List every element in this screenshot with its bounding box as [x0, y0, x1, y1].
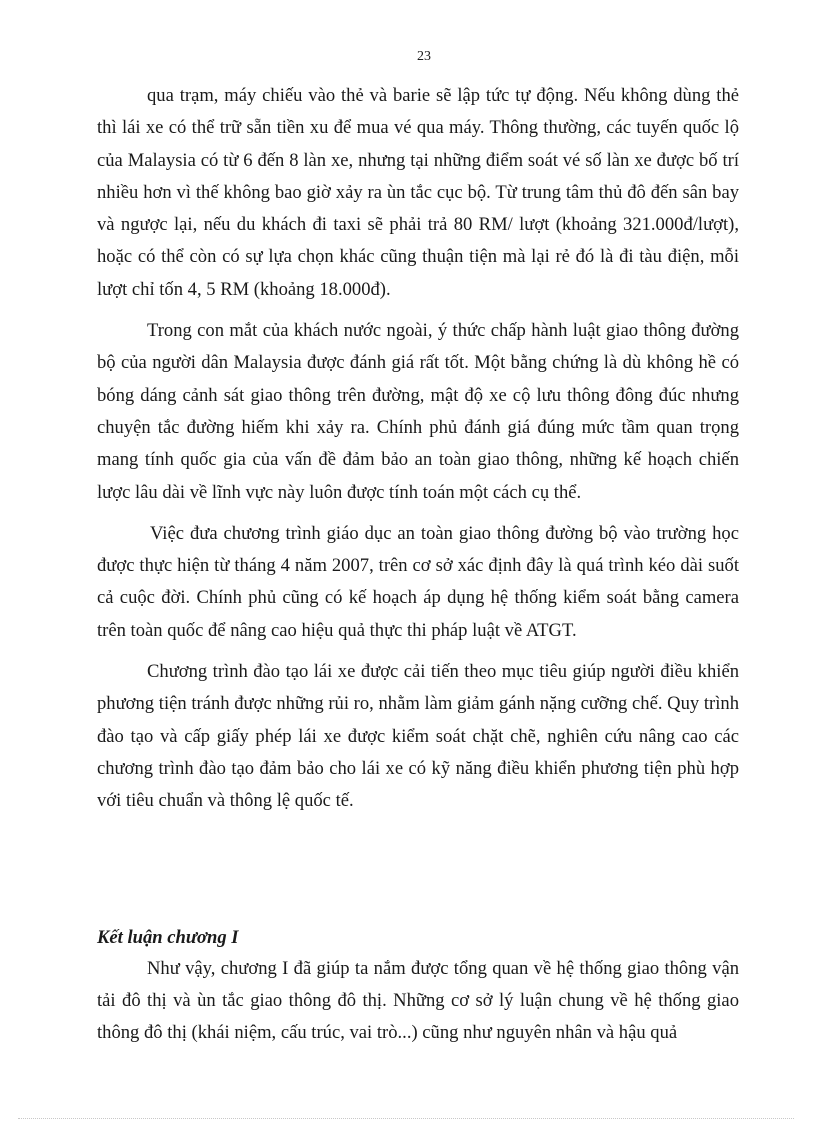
- page-bottom-divider: [18, 1118, 794, 1119]
- paragraph-road-safety-education: Việc đưa chương trình giáo dục an toàn giao thông đường bộ vào trường học được thực hiện từ tháng 4 năm 2007, trên cơ sở xác định đây là quá trình kéo dài suốt cả cuộc đời. Chính phủ cũng có kế hoạch áp dụng hệ thống kiểm soát bằng camera trên toàn quốc để nâng cao hiệu quả thực thi pháp luật về ATGT.: [97, 522, 739, 641]
- section-spacer: [97, 827, 739, 923]
- paragraph-traffic-awareness: Trong con mắt của khách nước ngoài, ý thức chấp hành luật giao thông đường bộ của người dân Malaysia được đánh giá rất tốt. Một bằng chứng là dù không hề có bóng dáng cảnh sát giao thông trên đường, mật độ xe cộ lưu thông đông đúc nhưng chuyện tắc đường hiếm khi xảy ra. Chính phủ đánh giá đúng mức tầm quan trọng mang tính quốc gia của vấn đề đảm bảo an toàn giao thông, những kế hoạch chiến lược lâu dài về lĩnh vực này luôn được tính toán một cách cụ thể.: [97, 320, 739, 503]
- conclusion-heading: Kết luận chương I: [97, 926, 239, 948]
- document-body: [97, 80, 739, 1058]
- paragraph-driver-training: Chương trình đào tạo lái xe được cải tiến theo mục tiêu giúp người điều khiển phương tiện tránh được những rủi ro, nhằm làm giảm gánh nặng cưỡng chế. Quy trình đào tạo và cấp giấy phép lái xe được kiểm soát chặt chẽ, nghiên cứu nâng cao các chương trình đào tạo đảm bảo cho lái xe có kỹ năng điều khiển phương tiện phù hợp với tiêu chuẩn và thông lệ quốc tế.: [97, 661, 739, 812]
- paragraph-toll-and-transport: qua trạm, máy chiếu vào thẻ và barie sẽ lập tức tự động. Nếu không dùng thẻ thì lái xe có thể trữ sẵn tiền xu để mua vé qua máy. Thông thường, các tuyến quốc lộ của Malaysia có từ 6 đến 8 làn xe, nhưng tại những điểm soát vé số làn xe được bố trí nhiều hơn vì thế không bao giờ xảy ra ùn tắc cục bộ. Từ trung tâm thủ đô đến sân bay và ngược lại, nếu du khách đi taxi sẽ phải trả 80 RM/ lượt (khoảng 321.000đ/lượt), hoặc có thể còn có sự lựa chọn khác cũng thuận tiện mà lại rẻ đó là đi tàu điện, mỗi lượt chỉ tốn 4, 5 RM (khoảng 18.000đ).: [97, 85, 739, 300]
- page-number: 23: [417, 49, 431, 64]
- conclusion-paragraph: Như vậy, chương I đã giúp ta nắm được tổng quan về hệ thống giao thông vận tải đô thị và ùn tắc giao thông đô thị. Những cơ sở lý luận chung về hệ thống giao thông đô thị (khái niệm, cấu trúc, vai trò...) cũng như nguyên nhân và hậu quả: [97, 957, 739, 1044]
